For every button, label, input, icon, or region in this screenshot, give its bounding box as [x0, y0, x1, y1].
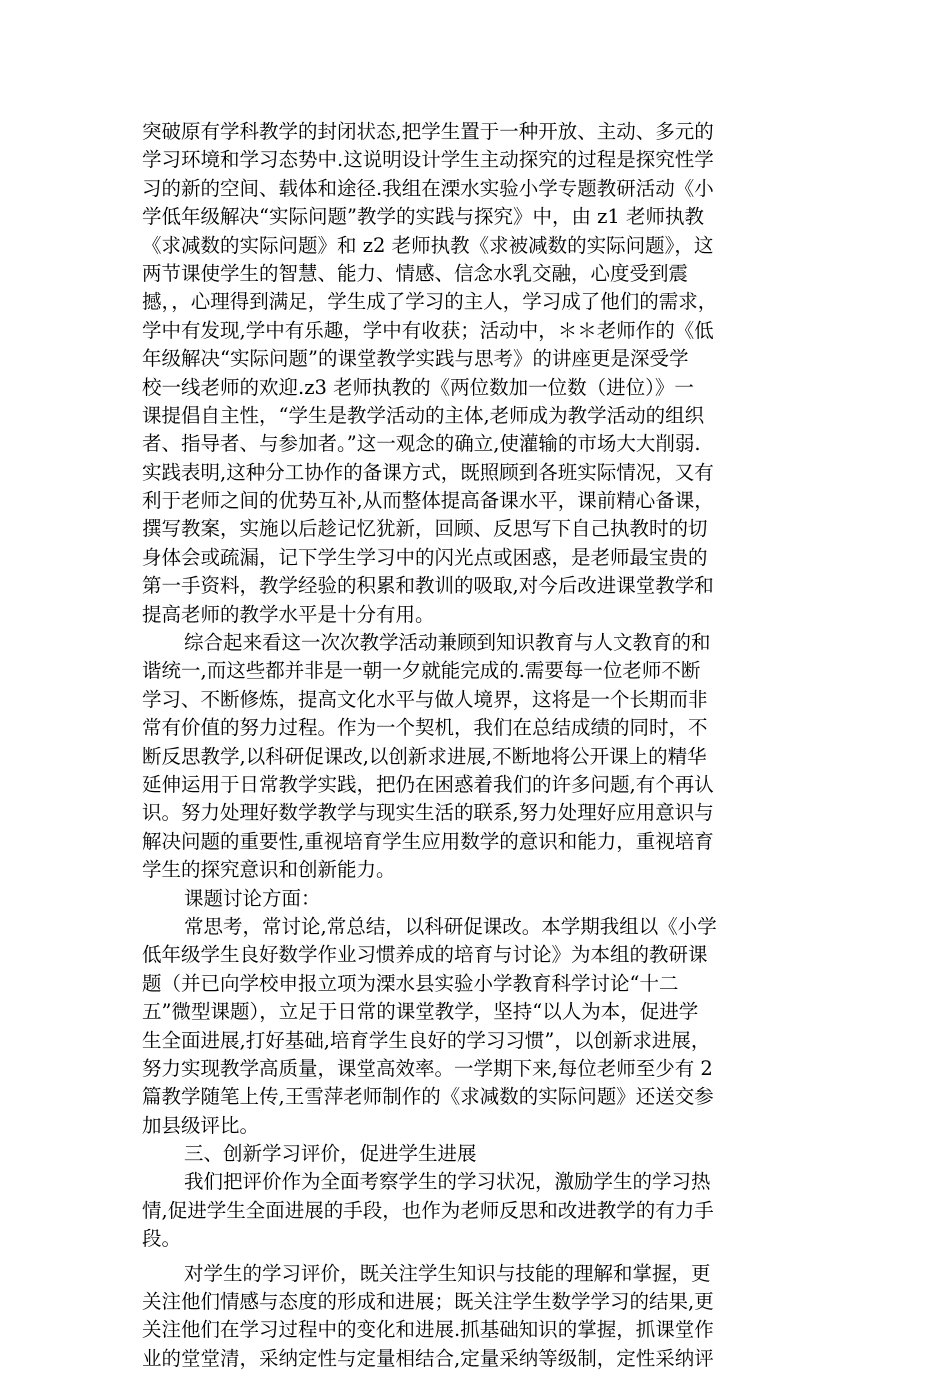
text-line: 学习、不断修炼，提高文化水平与做人境界，这将是一个长期而非 — [142, 687, 708, 711]
paragraph-first-line: 常思考，常讨论,常总结，以科研促课改。本学期我组以《小学 — [184, 914, 717, 938]
paragraph-first-line: 课题讨论方面： — [184, 886, 321, 910]
text-line: 《求减数的实际问题》和 z2 老师执教《求被减数的实际问题》，这 — [142, 233, 714, 257]
text-line: 撰写教案，实施以后趁记忆犹新，回顾、反思写下自己执教时的切 — [142, 517, 708, 541]
text-line: 者、指导者、与参加者。”这一观念的确立,使灌输的市场大大削弱. — [142, 432, 701, 456]
text-line: 关注他们在学习过程中的变化和进展.抓基础知识的掌握，抓课堂作 — [142, 1318, 714, 1342]
text-line: 五”微型课题），立足于日常的课堂教学，坚持“以人为本，促进学 — [142, 1000, 699, 1024]
text-line: 第一手资料，教学经验的积累和教训的吸取,对今后改进课堂教学和 — [142, 574, 714, 598]
text-line: 身体会或疏漏，记下学生学习中的闪光点或困惑，是老师最宝贵的 — [142, 545, 708, 569]
text-line: 关注他们情感与态度的形成和进展；既关注学生数学学习的结果,更 — [142, 1290, 714, 1314]
text-line: 学生的探究意识和创新能力。 — [142, 858, 396, 882]
paragraph-first-line: 三、创新学习评价，促进学生进展 — [184, 1142, 477, 1166]
text-line: 年级解决“实际问题”的课堂教学实践与思考》的讲座更是深受学 — [142, 347, 689, 371]
text-line: 习的新的空间、载体和途径.我组在溧水实验小学专题教研活动《小 — [142, 176, 714, 200]
text-line: 生全面进展,打好基础,培育学生良好的学习习惯”，以创新求进展， — [142, 1028, 711, 1052]
text-line: 业的堂堂清，采纳定性与定量相结合,定量采纳等级制，定性采纳评 — [142, 1346, 714, 1370]
text-line: 低年级学生良好数学作业习惯养成的培育与讨论》为本组的教研课 — [142, 943, 708, 967]
text-line: 题（并已向学校申报立项为溧水县实验小学教育科学讨论“十二 — [142, 971, 679, 995]
text-line: 常有价值的努力过程。作为一个契机，我们在总结成绩的同时，不 — [142, 716, 708, 740]
paragraph-first-line: 综合起来看这一次次教学活动兼顾到知识教育与人文教育的和 — [184, 631, 711, 655]
text-line: 学中有发现,学中有乐趣，学中有收获；活动中，＊＊老师作的《低 — [142, 318, 714, 342]
text-line: 加县级评比。 — [142, 1113, 260, 1137]
text-line: 提高老师的教学水平是十分有用。 — [142, 602, 435, 626]
text-line: 篇教学随笔上传,王雪萍老师制作的《求减数的实际问题》还送交参 — [142, 1085, 714, 1109]
document-body — [142, 118, 810, 1373]
text-line: 识。努力处理好数学教学与现实生活的联系,努力处理好应用意识与 — [142, 801, 714, 825]
text-line: 段。 — [142, 1227, 182, 1251]
text-line: 努力实现教学高质量，课堂高效率。一学期下来,每位老师至少有 2 — [142, 1056, 713, 1080]
text-line: 校一线老师的欢迎.z3 老师执教的《两位数加一位数（进位）》一 — [142, 375, 694, 399]
text-line: 两节课使学生的智慧、能力、情感、信念水乳交融，心度受到震 — [142, 261, 689, 285]
text-line: 撼，，心理得到满足，学生成了学习的主人，学习成了他们的需求， — [142, 290, 718, 314]
text-line: 突破原有学科教学的封闭状态,把学生置于一种开放、主动、多元的 — [142, 120, 714, 143]
text-line: 解决问题的重要性,重视培育学生应用数学的意识和能力，重视培育 — [142, 829, 714, 853]
text-line: 谐统一,而这些都并非是一朝一夕就能完成的.需要每一位老师不断 — [142, 659, 701, 683]
text-line: 延伸运用于日常教学实践，把仍在困惑着我们的许多问题,有个再认 — [142, 772, 714, 796]
text-line: 利于老师之间的优势互补,从而整体提高备课水平，课前精心备课， — [142, 489, 714, 513]
text-line: 学习环境和学习态势中.这说明设计学生主动探究的过程是探究性学 — [142, 148, 714, 172]
text-line: 断反思教学,以科研促课改,以创新求进展,不断地将公开课上的精华 — [142, 744, 707, 768]
paragraph-first-line: 对学生的学习评价，既关注学生知识与技能的理解和掌握，更 — [184, 1261, 711, 1285]
text-line: 学低年级解决“实际问题”教学的实践与探究》中，由 z1 老师执教 — [142, 205, 705, 229]
text-line: 课提倡自主性，“学生是教学活动的主体,老师成为教学活动的组织 — [142, 403, 705, 427]
paragraph-first-line: 我们把评价作为全面考察学生的学习状况，激励学生的学习热 — [184, 1170, 711, 1194]
text-line: 情,促进学生全面进展的手段，也作为老师反思和改进教学的有力手 — [142, 1198, 714, 1222]
text-line: 实践表明,这种分工协作的备课方式，既照顾到各班实际情况，又有 — [142, 460, 714, 484]
